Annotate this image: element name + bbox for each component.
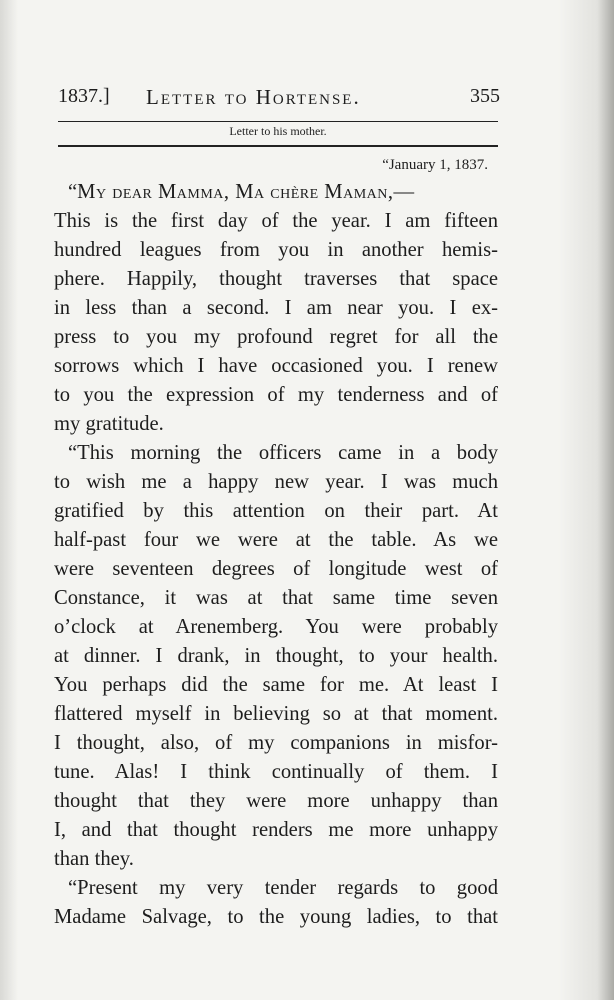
header-rule (58, 121, 498, 122)
body-line: “Present my very tender regards to good (68, 877, 498, 899)
body-line: than they. (54, 848, 134, 870)
body-line: thought that they were more unhappy than (54, 790, 498, 812)
body-line: at dinner. I drank, in thought, to your health. (54, 645, 498, 667)
body-line: press to you my profound regret for all the (54, 326, 498, 348)
body-line: I, and that thought renders me more unhappy (54, 819, 498, 841)
section-subheading: Letter to his mother. (229, 124, 327, 138)
body-line: o’clock at Arenemberg. You were probably (54, 616, 498, 638)
header-year: 1837.] (58, 85, 110, 107)
body-line: sorrows which I have occasioned you. I renew (54, 355, 498, 377)
body-line: This is the first day of the year. I am fifteen (54, 210, 498, 232)
body-line: phere. Happily, thought traverses that space (54, 268, 498, 290)
body-line: flattered myself in believing so at that moment. (54, 703, 498, 725)
salutation-open-quote: “ (68, 181, 78, 203)
body-line: I thought, also, of my companions in misfor- (54, 732, 498, 754)
body-line: “This morning the officers came in a body (68, 442, 498, 464)
body-line: You perhaps did the same for me. At least I (54, 674, 498, 696)
body-line: to wish me a happy new year. I was much (54, 471, 498, 493)
body-line: Madame Salvage, to the young ladies, to that (54, 906, 498, 928)
header-title: Letter to Hortense. (146, 85, 361, 109)
salutation-text: My dear Mamma, Ma chère Maman,— (77, 181, 415, 203)
body-line: half-past four we were at the table. As we (54, 529, 498, 551)
page-shadow-left (0, 0, 18, 1000)
body-line: Constance, it was at that same time seven (54, 587, 498, 609)
page-number: 355 (470, 85, 500, 107)
body-line: in less than a second. I am near you. I ex- (54, 297, 498, 319)
body-line: tune. Alas! I think continually of them. I (54, 761, 498, 783)
subheading-rule (58, 145, 498, 147)
body-line: my gratitude. (54, 413, 164, 435)
page-shadow-right (558, 0, 614, 1000)
running-header (58, 85, 500, 117)
salutation (68, 178, 498, 207)
body-line: hundred leagues from you in another hemis- (54, 239, 498, 261)
body-line: gratified by this attention on their part. At (54, 500, 498, 522)
body-line: to you the expression of my tenderness and of (54, 384, 498, 406)
body-line: were seventeen degrees of longitude west of (54, 558, 498, 580)
letter-dateline: “January 1, 1837. (382, 157, 488, 173)
